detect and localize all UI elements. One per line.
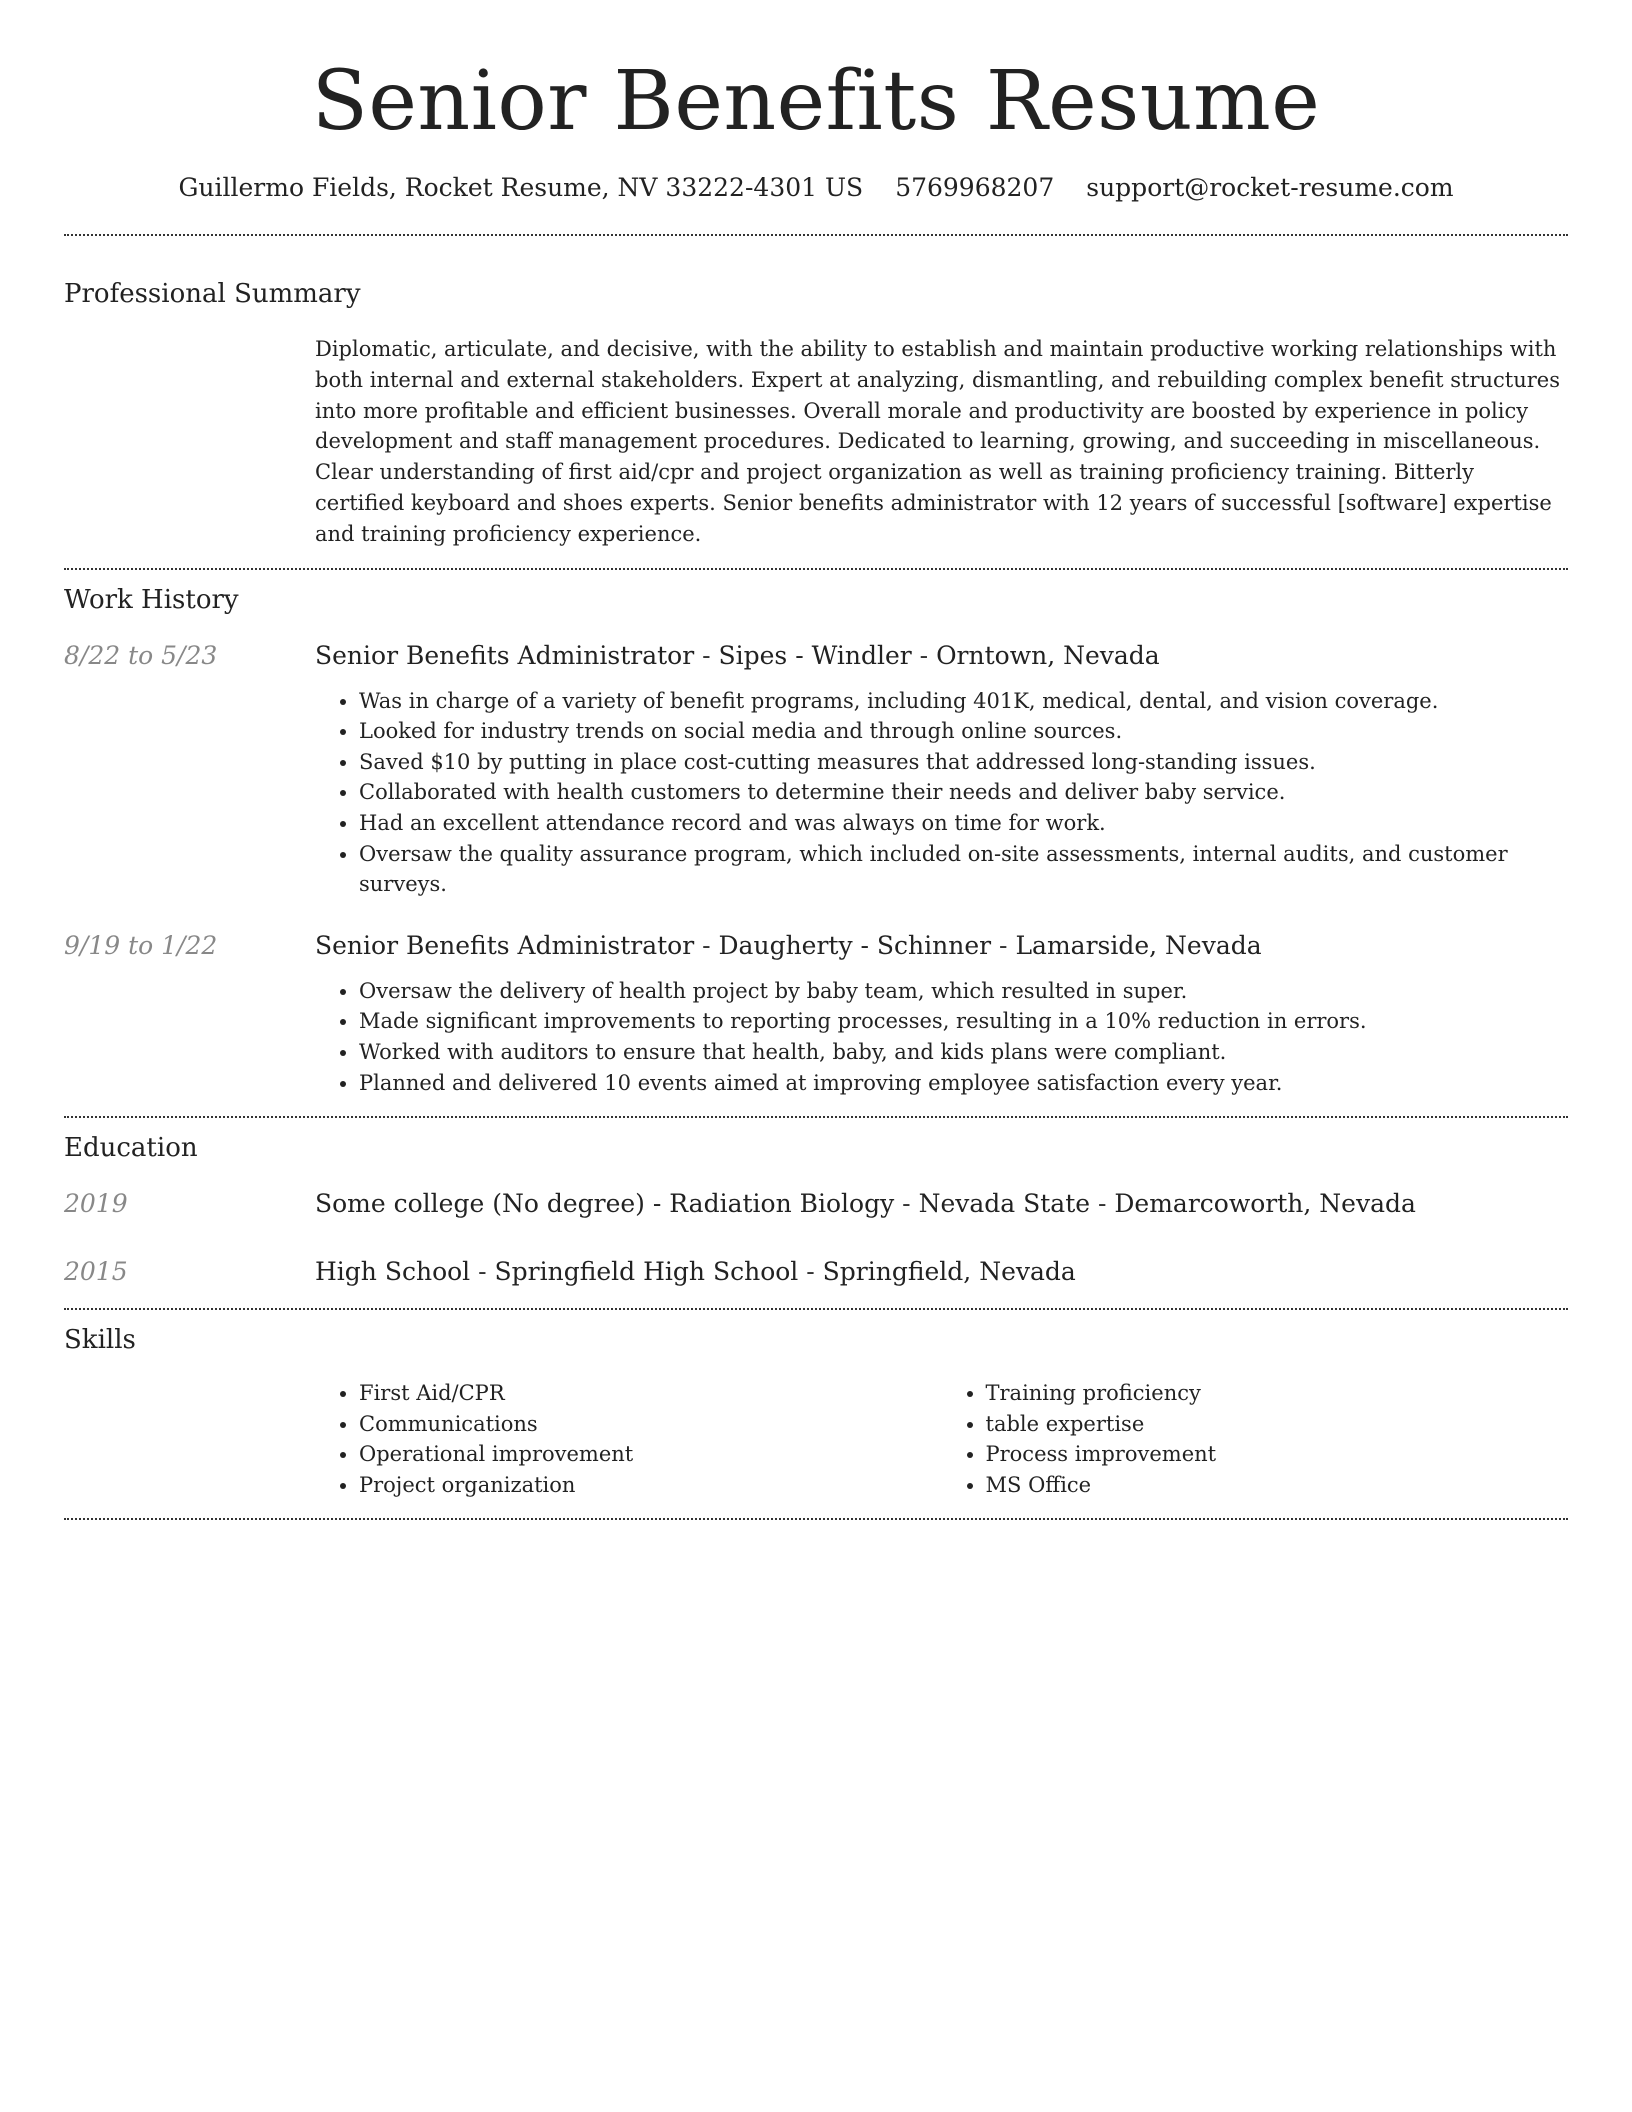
job-details [315,928,1568,1098]
contact-phone: 5769968207 [895,173,1055,202]
job-company: Daugherty - Schinner [718,930,992,960]
divider [64,1308,1568,1310]
job-bullet: • Saved $10 by putting in place cost-cutting measures that addressed long-standing issues. [359,747,1568,778]
job-bullet: • Made significant improvements to reporting processes, resulting in a 10% reduction in errors. [359,1006,1568,1037]
job-details [315,638,1568,900]
summary-text: Diplomatic, articulate, and decisive, with the ability to establish and maintain productive working relationships with both internal and external stakeholders. Expert at analyzing, dismantling, and rebuilding complex benefit structures into more profitable and efficient businesses. Overall morale and productivity are boosted by experience in policy development and staff management procedures. Dedicated to learning, growing, and succeeding in miscellaneous. Clear understanding of first aid/cpr and project organization as well as training proficiency training. Bitterly certified keyboard and shoes experts. Senior benefits administrator with 12 years of successful [software] expertise and training proficiency experience. [315,337,1560,546]
education-details [315,1186,1568,1222]
job-company: Sipes - Windler [718,640,912,670]
education-separator: - [470,1257,495,1287]
skill-item: • Operational improvement [359,1439,942,1470]
divider [64,1116,1568,1118]
education-degree: High School [315,1257,471,1287]
skills-column-right [942,1378,1569,1500]
education-location: Demarcoworth, Nevada [1114,1189,1416,1219]
education-year: 2015 [64,1257,128,1287]
job-bullets [315,976,1568,1098]
divider [64,1518,1568,1520]
job-location: Lamarside, Nevada [1015,930,1262,960]
skill-item: • Process improvement [986,1439,1569,1470]
job-bullet: • Was in charge of a variety of benefit programs, including 401K, medical, dental, and vision coverage. [359,686,1568,717]
education-school: Springfield High School [494,1257,799,1287]
job-title: Senior Benefits Administrator [315,930,695,960]
job-title: Senior Benefits Administrator [315,640,695,670]
job-separator: - [991,930,1016,960]
job-entry [64,638,1568,900]
job-location: Orntown, Nevada [936,640,1160,670]
job-bullet: • Had an excellent attendance record and was always on time for work. [359,808,1568,839]
education-school: Nevada State [918,1189,1091,1219]
contact-line [64,170,1568,206]
job-entry [64,928,1568,1098]
job-separator: - [694,640,719,670]
job-dates: 8/22 to 5/23 [64,640,218,670]
divider [64,568,1568,570]
job-heading [315,638,1568,674]
job-bullet: • Looked for industry trends on social media and through online sources. [359,716,1568,747]
education-details [315,1254,1568,1290]
skill-item: • Project organization [359,1470,942,1501]
job-separator: - [911,640,937,670]
education-separator: - [1090,1189,1115,1219]
education-location: Springfield, Nevada [822,1257,1076,1287]
job-bullet: • Oversaw the quality assurance program, which included on-site assessments, internal audits, and customer surveys. [359,839,1568,900]
education-separator: - [894,1189,919,1219]
job-bullet: • Oversaw the delivery of health project by baby team, which resulted in super. [359,976,1568,1007]
contact-email: support@rocket-resume.com [1086,173,1454,202]
job-bullet: • Collaborated with health customers to determine their needs and deliver baby service. [359,777,1568,808]
skills-list [315,1378,1568,1500]
skill-item: • Training proficiency [986,1378,1569,1409]
education-year: 2019 [64,1189,128,1219]
education-entry [64,1254,1568,1290]
job-bullet: • Planned and delivered 10 events aimed at improving employee satisfaction every year. [359,1068,1568,1099]
section-title-skills: Skills [64,1325,136,1356]
section-title-work-history: Work History [64,584,239,615]
resume-title: Senior Benefits Resume [311,54,1321,149]
section-title-summary: Professional Summary [64,279,361,309]
section-title-education: Education [64,1133,198,1164]
job-dates: 9/19 to 1/22 [64,930,218,960]
resume-page [64,0,1568,1520]
job-separator: - [694,930,719,960]
skill-item: • First Aid/CPR [359,1378,942,1409]
contact-address: Guillermo Fields, Rocket Resume, NV 33222-4301 US [178,173,864,202]
job-heading [315,928,1568,964]
skill-item: • MS Office [986,1470,1569,1501]
skill-item: • table expertise [986,1409,1569,1440]
education-degree: Some college (No degree) - Radiation Biology [315,1189,895,1219]
skills-column-left [315,1378,942,1500]
skill-item: • Communications [359,1409,942,1440]
divider [64,234,1568,236]
job-bullets [315,686,1568,900]
job-bullet: • Worked with auditors to ensure that health, baby, and kids plans were compliant. [359,1037,1568,1068]
education-separator: - [798,1257,823,1287]
education-entry [64,1186,1568,1222]
